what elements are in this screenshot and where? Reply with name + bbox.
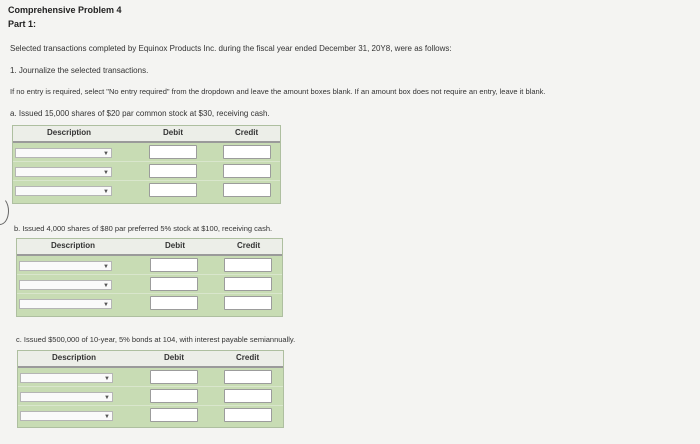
journal-table-a	[12, 125, 281, 204]
table-row	[17, 257, 282, 275]
credit-input[interactable]	[224, 370, 272, 384]
problem-title: Comprehensive Problem 4	[8, 5, 122, 15]
credit-header: Credit	[235, 128, 259, 137]
table-row	[18, 407, 283, 424]
description-header: Description	[52, 353, 97, 362]
debit-header: Debit	[165, 241, 185, 250]
debit-input[interactable]	[150, 389, 198, 403]
chevron-down-icon: ▼	[103, 264, 109, 270]
account-dropdown[interactable]	[20, 373, 113, 383]
step-instruction: 1. Journalize the selected transactions.	[10, 66, 149, 75]
scroll-edge-marker	[0, 197, 9, 225]
table-row	[18, 388, 283, 406]
account-dropdown[interactable]	[20, 392, 113, 402]
credit-input[interactable]	[224, 277, 272, 291]
table-row	[13, 182, 280, 199]
description-header: Description	[51, 241, 96, 250]
chevron-down-icon: ▼	[104, 376, 110, 382]
intro-text: Selected transactions completed by Equinox Products Inc. during the fiscal year ended December 31, 20Y8, were as follows:	[10, 44, 452, 53]
account-dropdown[interactable]	[15, 167, 112, 177]
credit-input[interactable]	[223, 164, 271, 178]
transaction-a-label: a. Issued 15,000 shares of $20 par common stock at $30, receiving cash.	[10, 109, 270, 118]
account-dropdown[interactable]	[19, 299, 112, 309]
credit-input[interactable]	[224, 258, 272, 272]
credit-input[interactable]	[223, 183, 271, 197]
table-header	[17, 239, 282, 256]
table-header	[18, 351, 283, 368]
debit-input[interactable]	[149, 145, 197, 159]
account-dropdown[interactable]	[15, 148, 112, 158]
table-row	[13, 163, 280, 181]
chevron-down-icon: ▼	[103, 170, 109, 176]
journal-table-b	[16, 238, 283, 317]
credit-header: Credit	[237, 241, 261, 250]
credit-input[interactable]	[224, 389, 272, 403]
credit-input[interactable]	[224, 296, 272, 310]
debit-header: Debit	[164, 353, 184, 362]
description-header: Description	[47, 128, 92, 137]
debit-input[interactable]	[149, 183, 197, 197]
transaction-c-label: c. Issued $500,000 of 10-year, 5% bonds at 104, with interest payable semiannually.	[16, 335, 296, 344]
debit-input[interactable]	[150, 296, 198, 310]
table-row	[17, 276, 282, 294]
part-label: Part 1:	[8, 19, 37, 29]
chevron-down-icon: ▼	[103, 283, 109, 289]
debit-input[interactable]	[149, 164, 197, 178]
transaction-b-label: b. Issued 4,000 shares of $80 par preferred 5% stock at $100, receiving cash.	[14, 224, 273, 233]
table-header	[13, 126, 280, 143]
journal-table-c	[17, 350, 284, 428]
account-dropdown[interactable]	[19, 280, 112, 290]
debit-input[interactable]	[150, 258, 198, 272]
account-dropdown[interactable]	[15, 186, 112, 196]
chevron-down-icon: ▼	[103, 151, 109, 157]
table-row	[18, 369, 283, 387]
debit-input[interactable]	[150, 277, 198, 291]
credit-input[interactable]	[224, 408, 272, 422]
chevron-down-icon: ▼	[104, 414, 110, 420]
table-row	[13, 144, 280, 162]
credit-header: Credit	[236, 353, 260, 362]
debit-input[interactable]	[150, 370, 198, 384]
debit-input[interactable]	[150, 408, 198, 422]
chevron-down-icon: ▼	[103, 189, 109, 195]
chevron-down-icon: ▼	[103, 302, 109, 308]
debit-header: Debit	[163, 128, 183, 137]
entry-instructions: If no entry is required, select "No entry required" from the dropdown and leave the amount boxes blank. If an amount box does not require an entry, leave it blank.	[10, 87, 546, 96]
account-dropdown[interactable]	[20, 411, 113, 421]
credit-input[interactable]	[223, 145, 271, 159]
account-dropdown[interactable]	[19, 261, 112, 271]
table-row	[17, 295, 282, 312]
chevron-down-icon: ▼	[104, 395, 110, 401]
